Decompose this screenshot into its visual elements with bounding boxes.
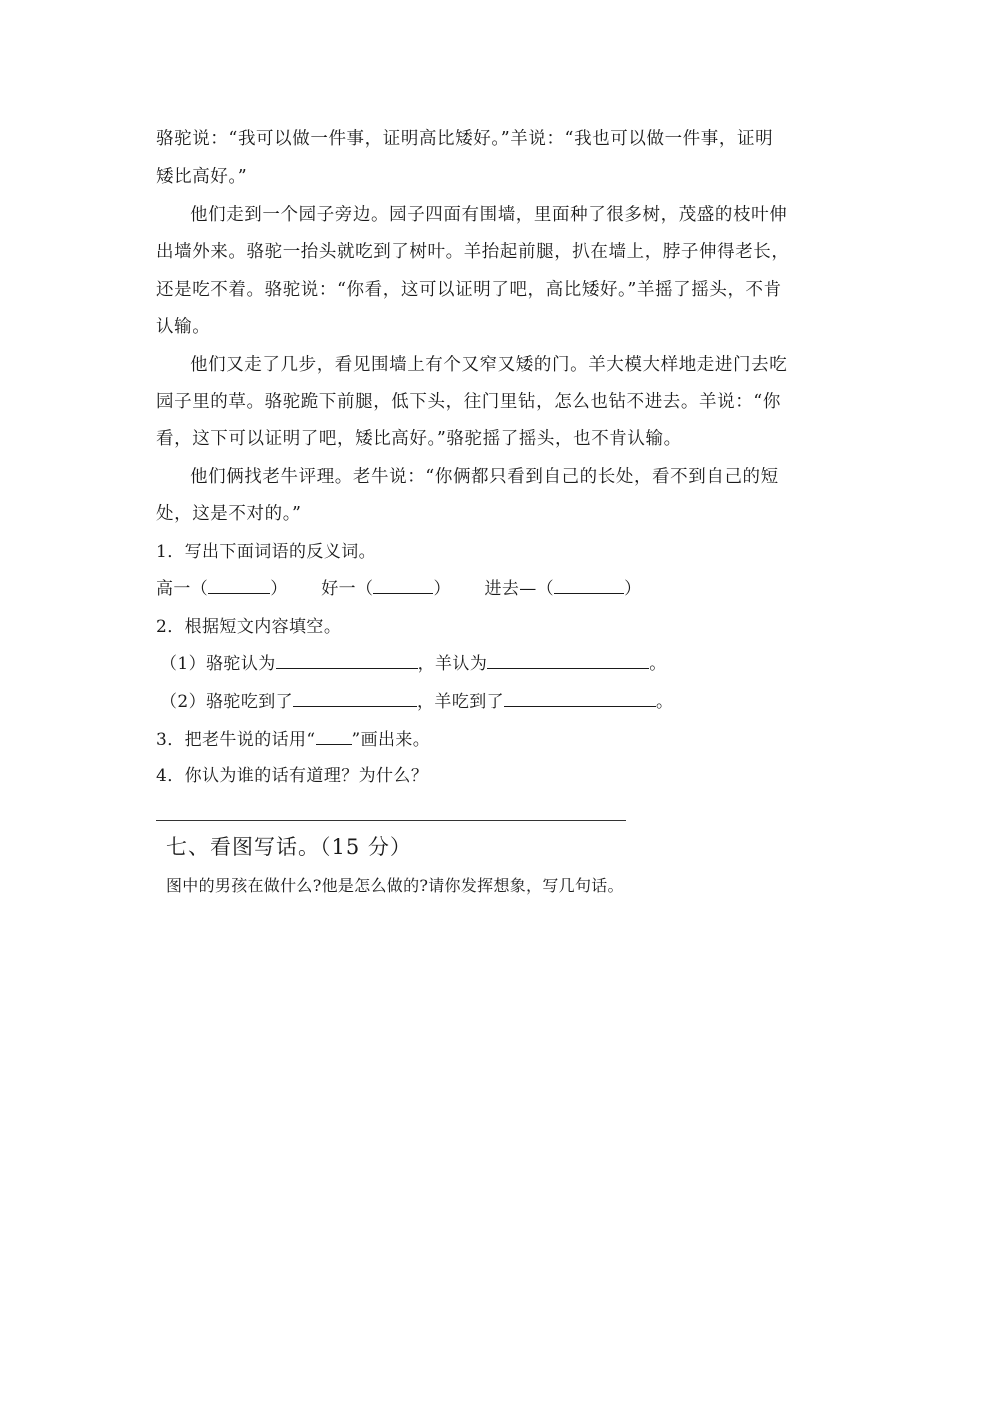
antonym-row [156,577,641,601]
passage-line-7: 他们又走了几步，看见围墙上有个又窄又矮的门。羊大模大样地走进门去吃 [190,355,788,375]
passage-line-3: 他们走到一个园子旁边。园子四面有围墙，里面种了很多树，茂盛的枝叶伸 [190,205,788,225]
q2-sub2-blank-1[interactable] [293,690,417,707]
antonym-blank-2[interactable] [373,577,433,594]
q2-sub1-label-b: ，羊认为 [417,654,488,674]
section-7-instruction: 图中的男孩在做什么?他是怎么做的?请你发挥想象，写几句话。 [166,876,624,895]
q3-text-before: 3．把老牛说的话用“ [156,730,316,750]
question-3 [156,728,430,752]
antonym-close-2: ） [433,579,451,599]
passage-line-11: 处，这是不对的。” [156,504,302,524]
q2-sub2-label-b: ，羊吃到了 [417,692,505,712]
antonym-blank-1[interactable] [208,577,270,594]
antonym-blank-3[interactable] [554,577,624,594]
question-2-sub-1 [160,652,667,676]
antonym-close-3: ） [624,579,642,599]
q3-text-after: ”画出来。 [351,730,431,750]
antonym-word-2: 好一（ [321,579,374,599]
question-4: 4．你认为谁的话有道理？为什么？ [156,766,429,786]
q2-sub1-blank-1[interactable] [276,652,418,669]
antonym-word-1: 高一（ [156,579,209,599]
q2-sub1-label-a: （1）骆驼认为 [160,654,276,674]
passage-line-4: 出墙外来。骆驼一抬头就吃到了树叶。羊抬起前腿，扒在墙上，脖子伸得老长， [156,242,790,262]
passage-line-10: 他们俩找老牛评理。老牛说：“你俩都只看到自己的长处，看不到自己的短 [190,467,779,487]
passage-line-6: 认输。 [156,317,211,337]
q2-sub2-label-a: （2）骆驼吃到了 [160,692,294,712]
passage-line-5: 还是吃不着。骆驼说：“你看，这可以证明了吧，高比矮好。”羊摇了摇头，不肯 [156,280,782,300]
question-1: 1．写出下面词语的反义词。 [156,542,377,562]
passage-line-1: 骆驼说：“我可以做一件事，证明高比矮好。”羊说：“我也可以做一件事，证明 [156,129,774,149]
q2-sub1-end: 。 [649,654,667,674]
passage-line-9: 看，这下可以证明了吧，矮比高好。”骆驼摇了摇头，也不肯认输。 [156,429,682,449]
passage-line-8: 园子里的草。骆驼跪下前腿，低下头，往门里钻，怎么也钻不进去。羊说：“你 [156,392,781,412]
antonym-word-3: 进去—（ [484,579,555,599]
antonym-close-1: ） [270,579,288,599]
answer-line[interactable] [156,820,626,821]
q2-sub1-blank-2[interactable] [487,652,649,669]
question-2-sub-2 [160,690,673,714]
passage-line-2: 矮比高好。” [156,167,248,187]
q2-sub2-blank-2[interactable] [504,690,656,707]
q2-sub2-end: 。 [656,692,674,712]
question-2: 2．根据短文内容填空。 [156,617,342,637]
section-7-title: 七、看图写话。（15 分） [166,835,412,859]
q3-underline-sample [316,728,352,745]
